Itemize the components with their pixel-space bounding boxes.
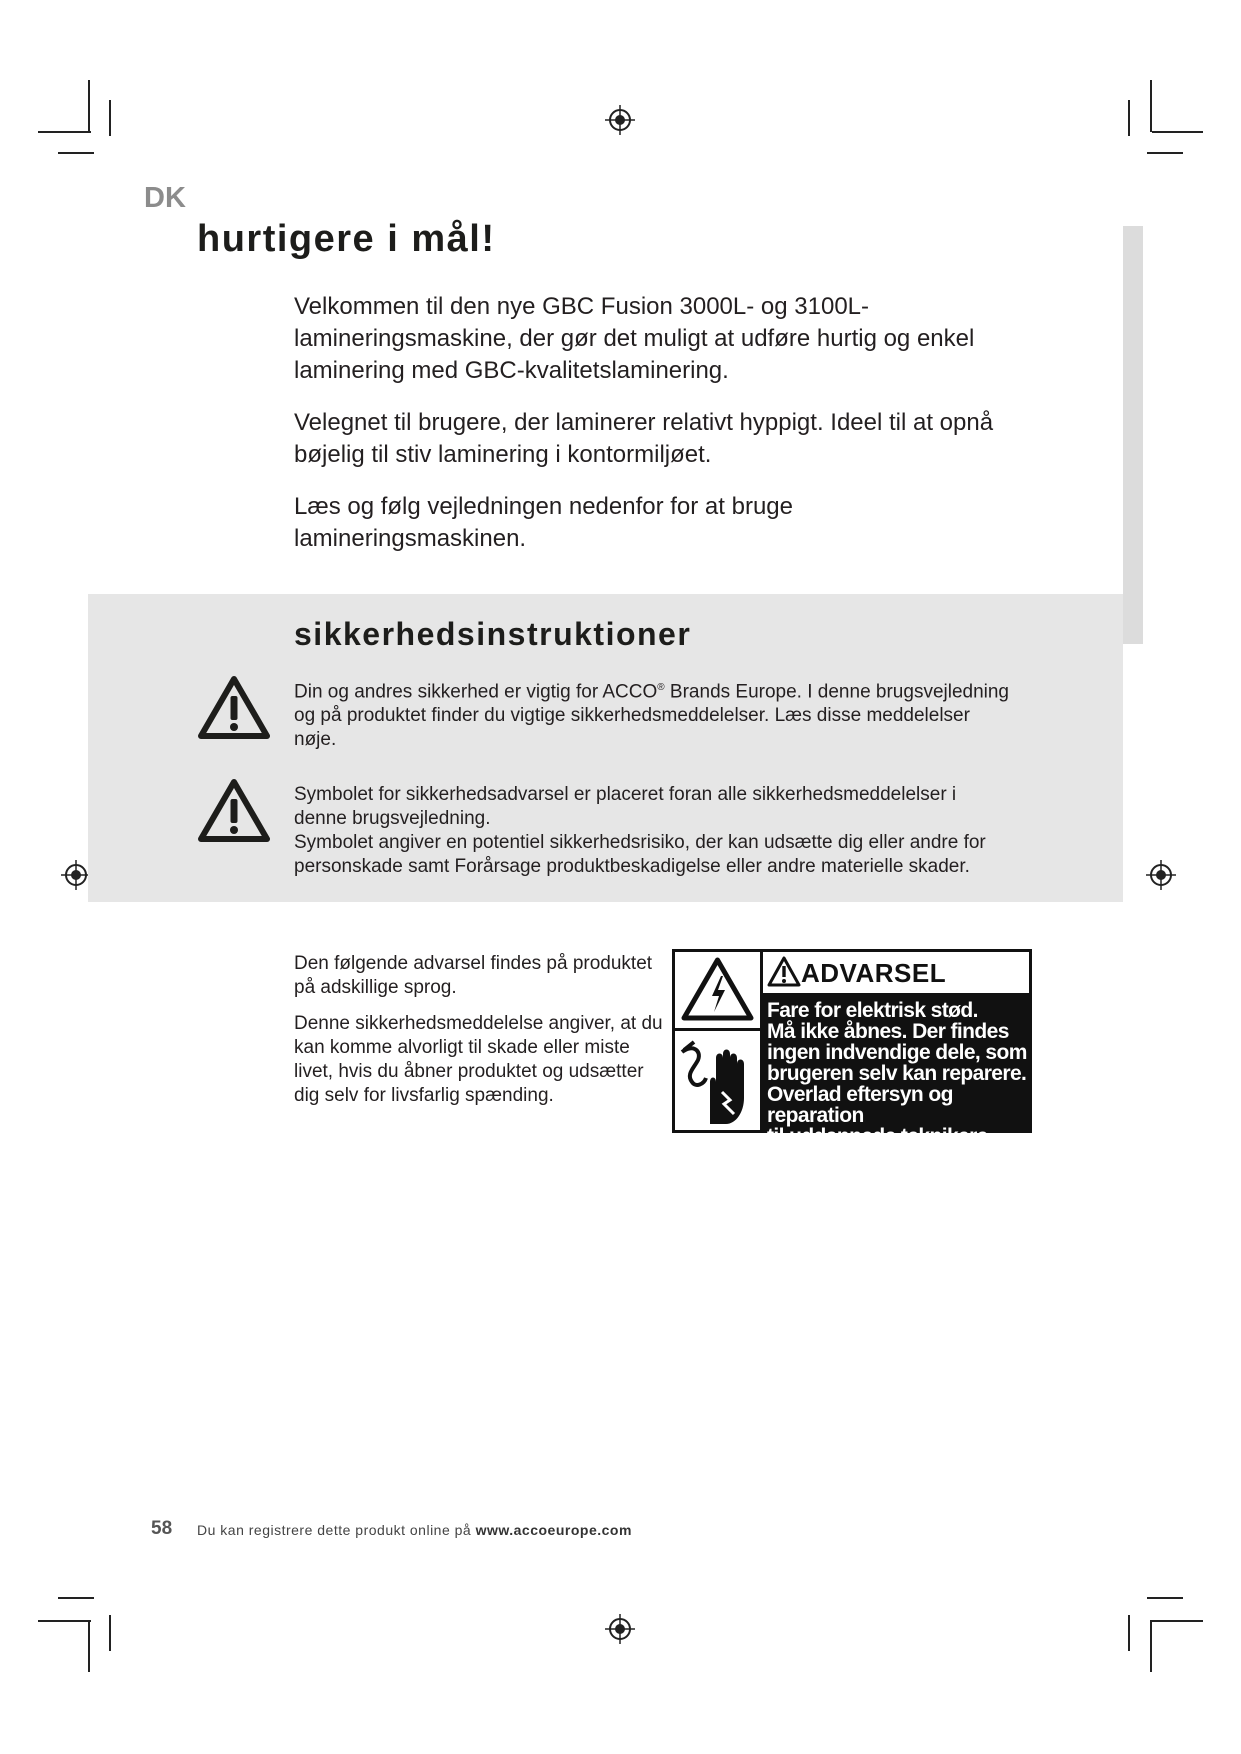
product-warning-paragraph: Den følgende advarsel findes på produktet på adskillige sprog. xyxy=(294,953,653,998)
safety-message-1 xyxy=(294,676,1014,752)
label-line: ingen indvendige dele, som xyxy=(767,1041,1027,1064)
label-body xyxy=(767,1000,1029,1147)
label-line: Fare for elektrisk stød. xyxy=(767,999,978,1022)
warning-triangle-icon xyxy=(767,956,801,988)
electric-shock-hand-icon xyxy=(678,1034,758,1128)
intro-text xyxy=(294,291,994,575)
product-warning-paragraph: Denne sikkerhedsmeddelelse angiver, at du kan komme alvorligt til skade eller miste livet, hvis du åbner produktet og udsætter dig selv for livsfarlig spænding. xyxy=(294,1013,663,1106)
label-icons xyxy=(675,952,760,1130)
safety-text: Symbolet angiver en potentiel sikkerhedsrisiko, der kan udsætte dig eller andre for personskade samt Forårsage produktbeskadigelse eller andre materielle skader. xyxy=(294,832,986,877)
label-line: brugeren selv kan reparere. xyxy=(767,1062,1027,1085)
intro-paragraph: Velkommen til den nye GBC Fusion 3000L- og 3100L-lamineringsmaskine, der gør det muligt at udføre hurtig og enkel laminering med GBC-kvalitetslaminering. xyxy=(294,293,975,384)
registration-mark-top-icon xyxy=(603,103,637,137)
registration-mark-right-icon xyxy=(1144,858,1178,892)
footer-label: Du kan registrere dette produkt online på xyxy=(197,1522,472,1538)
language-code: DK xyxy=(144,182,186,214)
safety-message-2 xyxy=(294,783,1014,879)
warning-triangle-icon xyxy=(198,675,270,739)
footer-url[interactable]: www.accoeurope.com xyxy=(475,1522,632,1538)
registered-mark: ® xyxy=(657,682,665,693)
side-band xyxy=(1123,226,1143,644)
safety-text: Din og andres sikkerhed er vigtig for ACCO xyxy=(294,681,658,703)
label-divider xyxy=(675,1028,760,1031)
warning-label xyxy=(672,949,1032,1148)
electric-hazard-icon xyxy=(681,956,754,1022)
warning-triangle-icon xyxy=(198,778,270,842)
intro-paragraph: Velegnet til brugere, der laminerer relativt hyppigt. Ideel til at opnå bøjelig til stiv laminering i kontormiljøet. xyxy=(294,409,994,468)
safety-text: Brands Europe. I denne brugsvejledning og på produktet finder du vigtige sikkerhedsmeddelelser. Læs disse meddelelser nøje. xyxy=(294,681,1010,751)
safety-text: Symbolet for sikkerhedsadvarsel er placeret foran alle sikkerhedsmeddelelser i denne brugsvejledning. xyxy=(294,784,957,829)
registration-mark-bottom-icon xyxy=(603,1612,637,1646)
page-title: hurtigere i mål! xyxy=(197,218,496,260)
product-warning-text xyxy=(294,952,664,1120)
label-line: til uddannede teknikere. xyxy=(767,1125,993,1148)
intro-paragraph: Læs og følg vejledningen nedenfor for at bruge lamineringsmaskinen. xyxy=(294,493,793,552)
label-line: Må ikke åbnes. Der findes xyxy=(767,1020,1009,1043)
section-title: sikkerhedsinstruktioner xyxy=(294,616,692,652)
label-content xyxy=(763,952,1029,1148)
label-header xyxy=(763,952,1029,993)
label-line: Overlad eftersyn og reparation xyxy=(767,1083,953,1127)
footer-text xyxy=(197,1522,632,1538)
label-heading: ADVARSEL xyxy=(801,958,947,988)
page-number: 58 xyxy=(151,1518,173,1539)
